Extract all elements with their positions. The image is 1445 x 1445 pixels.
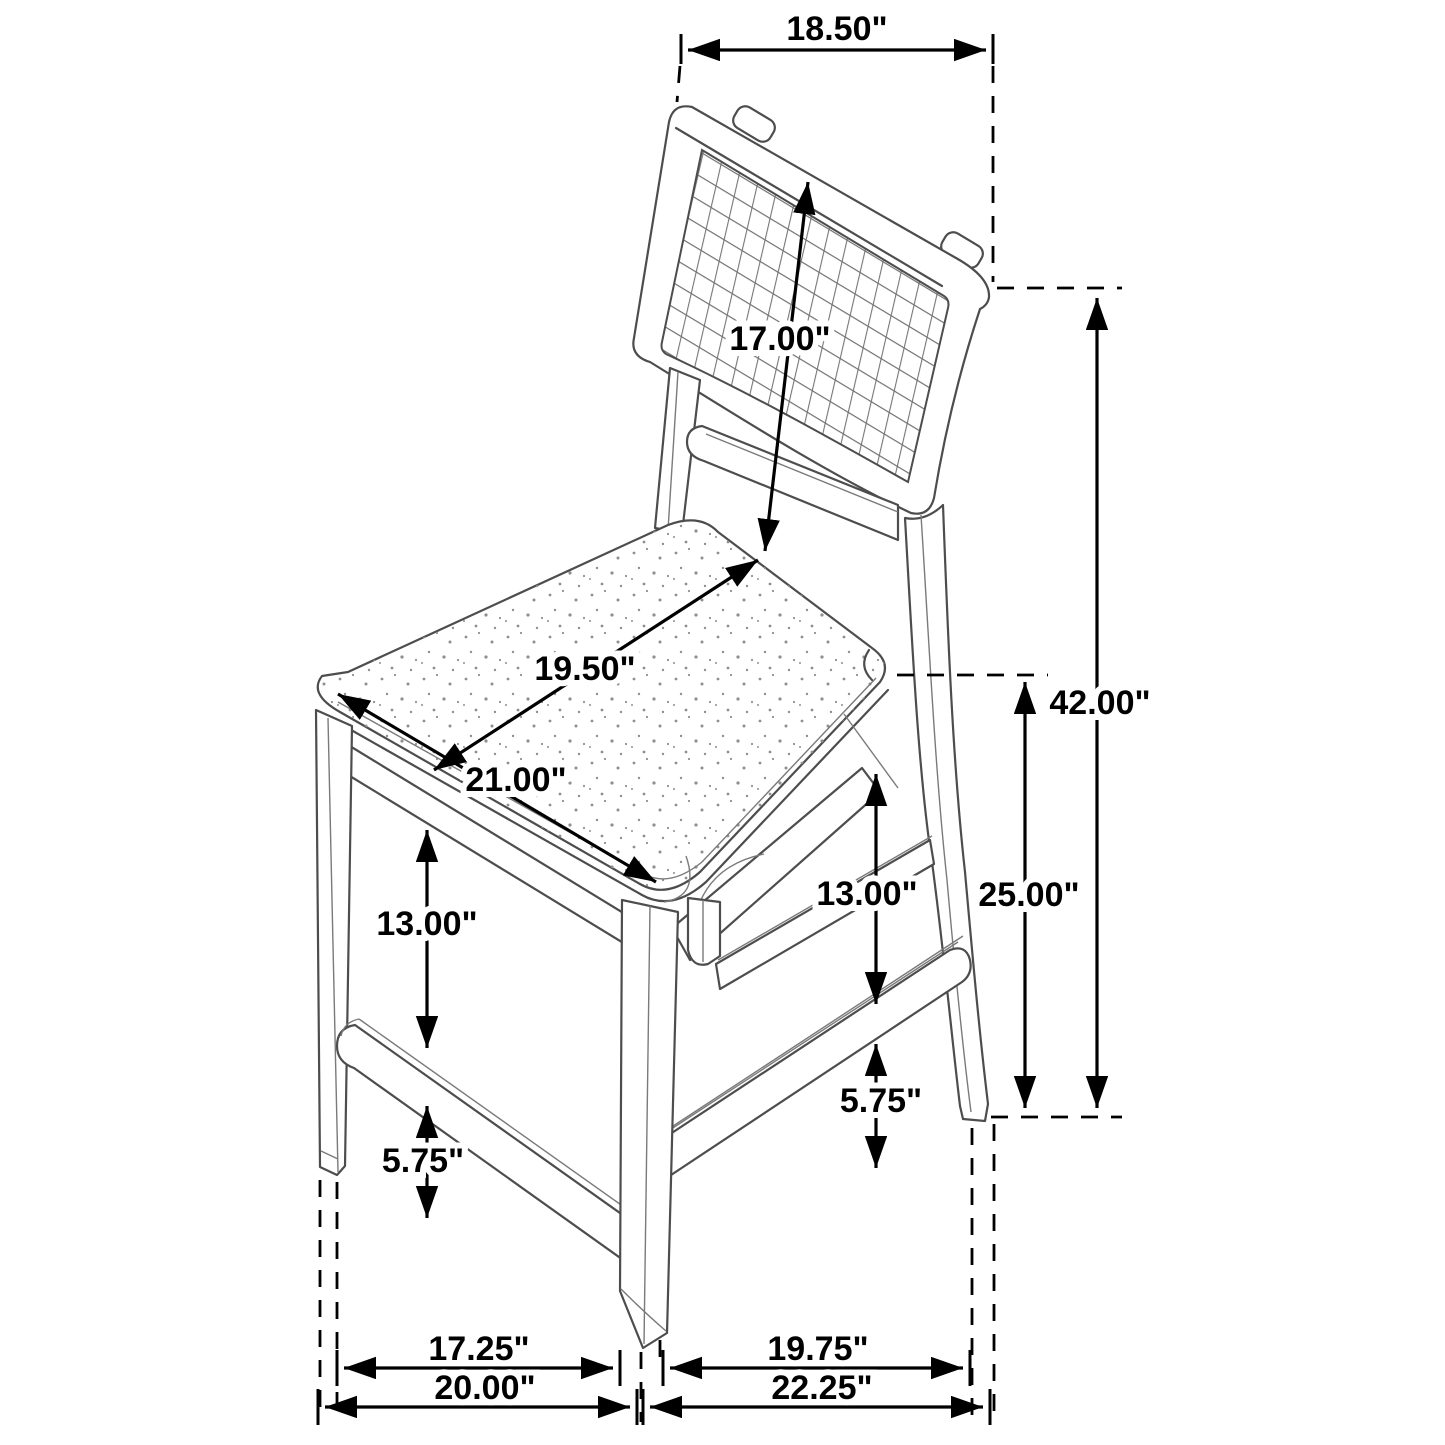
dim-label-front-width-inner: 17.25" bbox=[428, 1330, 530, 1368]
dim-label-back-panel-height: 17.00" bbox=[729, 320, 831, 358]
dim-label-floor-to-seat: 25.00" bbox=[978, 876, 1080, 914]
right-stretcher bbox=[655, 936, 971, 1183]
dim-label-seat-width: 21.00" bbox=[465, 761, 567, 799]
dim-label-side-depth-overall: 22.25" bbox=[771, 1369, 873, 1407]
rear-right-leg bbox=[905, 505, 988, 1121]
dim-label-stretcher-height-right: 5.75" bbox=[839, 1082, 923, 1120]
dim-label-seat-to-stretcher-left: 13.00" bbox=[376, 905, 478, 943]
dim-label-back-width: 18.50" bbox=[786, 10, 888, 48]
dim-label-side-depth-inner: 19.75" bbox=[767, 1330, 869, 1368]
front-left-leg bbox=[316, 710, 352, 1175]
rear-left-leg bbox=[688, 898, 720, 965]
dim-label-stretcher-height-left: 5.75" bbox=[381, 1142, 465, 1180]
dim-label-seat-to-stretcher-right: 13.00" bbox=[816, 875, 918, 913]
seat bbox=[318, 520, 898, 960]
front-right-leg bbox=[620, 900, 678, 1348]
dim-label-seat-depth: 19.50" bbox=[534, 650, 636, 688]
dim-label-overall-height: 42.00" bbox=[1049, 684, 1151, 722]
dim-label-front-width-overall: 20.00" bbox=[434, 1369, 536, 1407]
